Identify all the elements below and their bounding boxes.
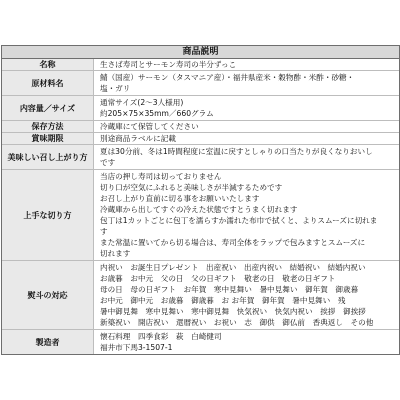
row-label: 原材料名	[2, 71, 94, 95]
row-label: 保存方法	[2, 121, 94, 132]
row-value	[94, 330, 399, 354]
table-row	[2, 133, 399, 145]
row-value	[94, 59, 399, 70]
row-value-line: 内祝い お誕生日プレゼント 出産祝い 出産内祝い 結婚祝い 結婚内祝い	[100, 263, 366, 272]
row-value	[94, 96, 399, 120]
row-value-line: 福井市下馬3-1507-1	[100, 343, 173, 352]
row-value	[94, 261, 399, 329]
row-label: 賞味期限	[2, 133, 94, 144]
row-value	[94, 71, 399, 95]
row-value-line: 冷蔵庫にて保管してください	[100, 122, 199, 131]
row-value	[94, 170, 399, 260]
product-description-table	[1, 45, 400, 355]
row-value-line: 鯖（国産）サーモン（タスマニア産）・福井県産米・穀物酢・米酢・砂糖・	[100, 73, 355, 82]
table-row	[2, 59, 399, 71]
row-value-line: です	[100, 158, 116, 167]
row-label: 美味しい召し上がり方	[2, 145, 94, 169]
row-value-line: 切れます	[100, 249, 131, 258]
row-label: 内容量／サイズ	[2, 96, 94, 120]
row-value-line: 切り口が空気にふれると美味しさが半減するためです	[100, 183, 283, 192]
table-row	[2, 71, 399, 96]
row-value-line: 生さば寿司とサーモン寿司の半分ずっこ	[100, 60, 237, 69]
row-value-line: お召し上がり直前に切る事をお願いいたします	[100, 194, 260, 203]
table-body	[2, 59, 399, 354]
row-label: 上手な切り方	[2, 170, 94, 260]
row-value-line: 塩・ガリ	[100, 84, 131, 93]
row-value-line: 新築祝い 開店祝い 還暦祝い お祝い 志 御供 御仏前 香典返し その他	[100, 318, 374, 327]
row-value-line: 暑中御見舞 寒中見舞い 寒中御見舞 快気祝い 快気内祝い 挨拶 御挨拶	[100, 307, 366, 316]
row-value-line: 冷蔵庫から出してすぐの冷えた状態ですとうまく切れます	[100, 205, 298, 214]
row-value	[94, 133, 399, 144]
row-value-line: す	[100, 227, 108, 236]
row-value	[94, 121, 399, 132]
table-title: 商品説明	[2, 46, 399, 59]
row-value-line: 夏は30分前、冬は1時間程度に室温に戻すとしゃりの口当たりが良くなりおいし	[100, 147, 373, 156]
row-value-line: お歳暮 お中元 父の日 父の日ギフト 敬老の日 敬老の日ギフト	[100, 274, 336, 283]
row-label: 名称	[2, 59, 94, 70]
row-value	[94, 145, 399, 169]
table-row	[2, 330, 399, 354]
table-row	[2, 261, 399, 330]
row-label: 製造者	[2, 330, 94, 354]
row-value-line: 母の日 母の日ギフト お年賀 寒中見舞い 暑中見舞い 御年賀 御歳暮	[100, 285, 359, 294]
table-row	[2, 96, 399, 121]
row-value-line: 通常サイズ(2〜3人様用)	[100, 98, 184, 107]
table-row	[2, 121, 399, 133]
table-row	[2, 170, 399, 261]
row-value-line: 包丁は1カットごとに包丁を濡らすか濡れた布巾で拭くと、よりスムーズに切れま	[100, 216, 378, 225]
row-value-line: 懐石料理 四季食彩 萩 白崎健司	[100, 332, 222, 341]
row-value-line: 約205×75×35mm／660グラム	[100, 109, 214, 118]
row-value-line: 別途商品ラベルに記載	[100, 134, 176, 143]
row-label: 熨斗の対応	[2, 261, 94, 329]
table-row	[2, 145, 399, 170]
row-value-line: お中元 御中元 お歳暮 御歳暮 お お年賀 御年賀 暑中見舞い 残	[100, 296, 346, 305]
row-value-line: 当店の押し寿司は切っておりません	[100, 172, 222, 181]
row-value-line: また常温に置いてから切る場合は、寿司全体をラップで包みますとスムーズに	[100, 238, 366, 247]
